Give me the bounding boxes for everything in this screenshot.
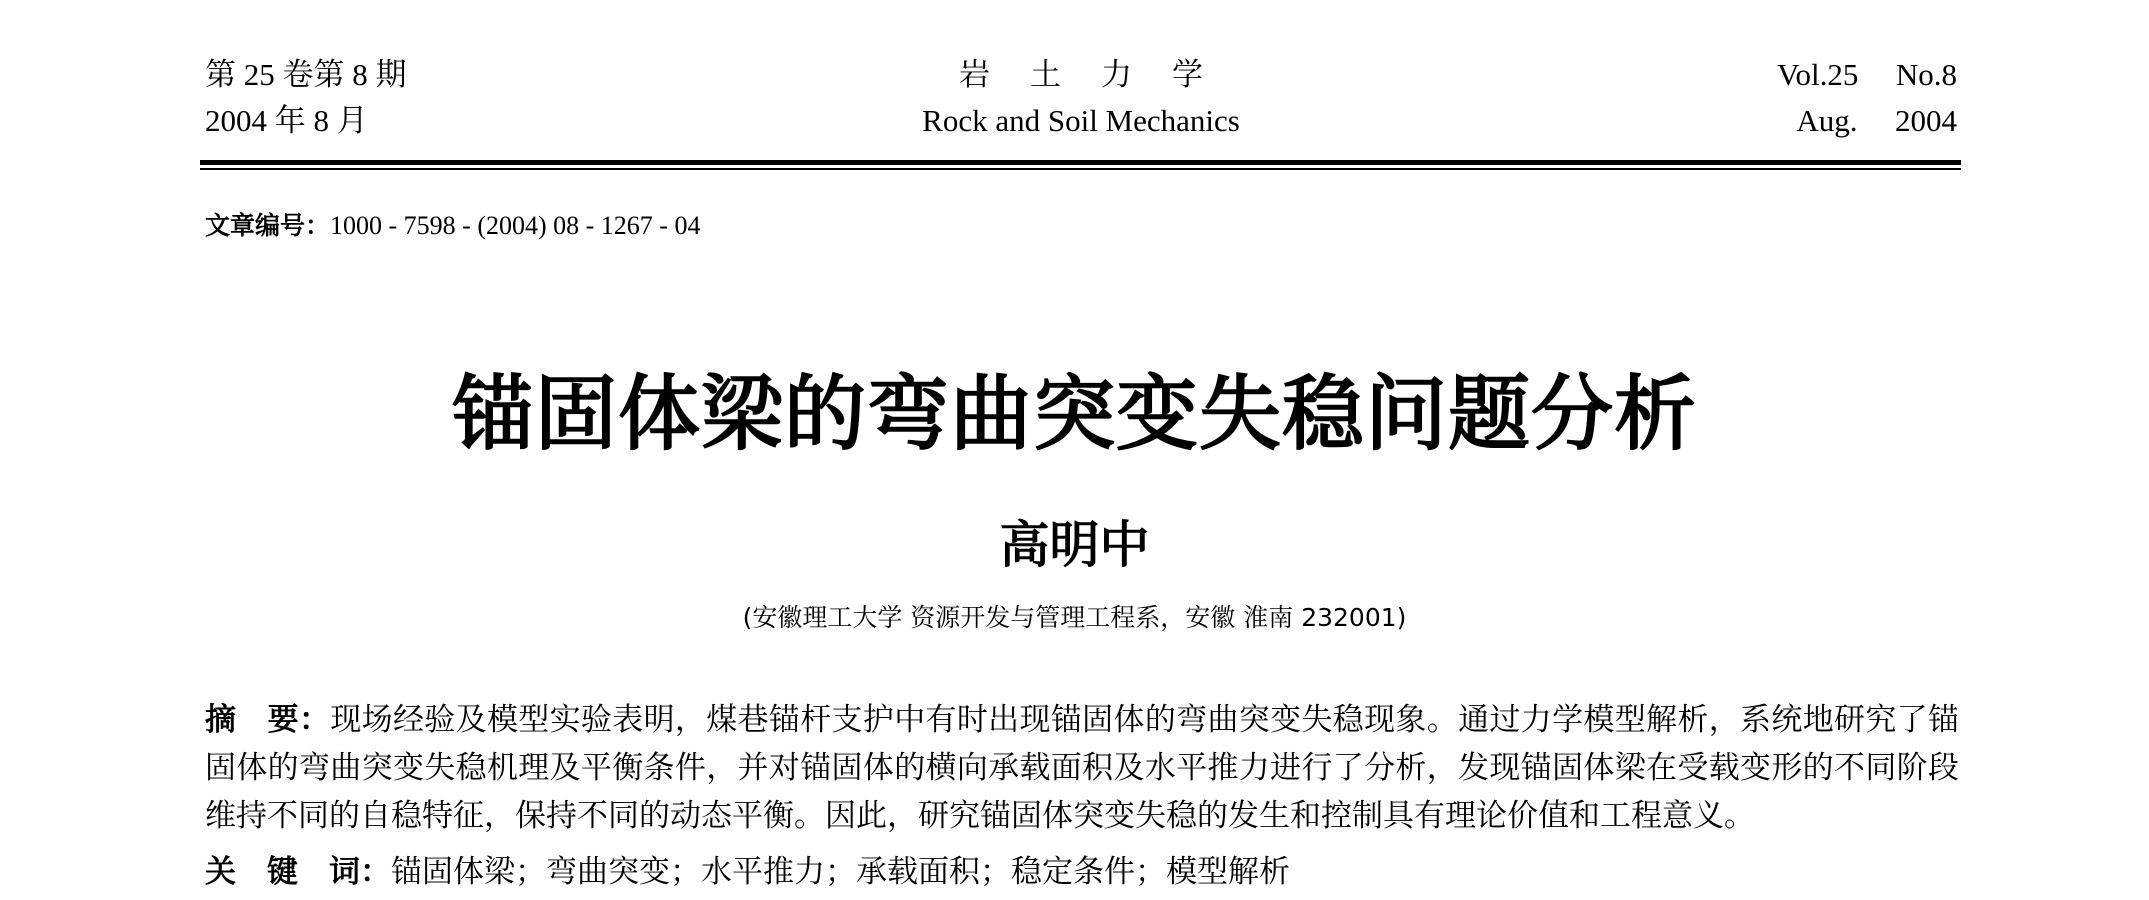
paper-author: 高明中 xyxy=(999,516,1150,574)
paper-title: 锚固体梁的弯曲突变失稳问题分析 xyxy=(451,367,1697,462)
journal-name xyxy=(205,52,1957,144)
keywords-label: 关 键 词： xyxy=(205,854,391,890)
keywords-text: 锚固体梁；弯曲突变；水平推力；承载面积；稳定条件；模型解析 xyxy=(391,854,1290,890)
article-number xyxy=(205,208,700,244)
issue-date: 2004 年 8 月 xyxy=(205,103,368,138)
abstract xyxy=(205,696,1959,840)
abstract-label: 摘 要： xyxy=(205,702,331,738)
journal-header xyxy=(205,52,1957,144)
journal-name-en: Rock and Soil Mechanics xyxy=(922,103,1240,138)
issue-volume: 第 25 卷第 8 期 xyxy=(205,57,407,92)
header-rule-thin xyxy=(200,168,1961,170)
abstract-text: 现场经验及模型实验表明，煤巷锚杆支护中有时出现锚固体的弯曲突变失稳现象。通过力学模型解析，系统地研究了锚固体的弯曲突变失稳机理及平衡条件，并对锚固体的横向承载面积及水平推力进行了分析，发现锚固体梁在受载变形的不同阶段维持不同的自稳特征，保持不同的动态平衡。因此，研究锚固体突变失稳的发生和控制具有理论价值和工程意义。 xyxy=(205,702,1959,834)
author-affiliation: (安徽理工大学 资源开发与管理工程系，安徽 淮南 232001) xyxy=(742,603,1407,632)
year-en: 2004 xyxy=(1895,103,1957,138)
article-number-value: 1000 - 7598 - (2004) 08 - 1267 - 04 xyxy=(330,211,701,240)
keywords xyxy=(205,848,1959,896)
journal-name-cn: 岩土力学 xyxy=(959,57,1243,93)
header-rule-thick xyxy=(200,160,1961,165)
volume-en: Vol.25 xyxy=(1777,57,1859,92)
month-en: Aug. xyxy=(1796,103,1858,138)
article-number-label: 文章编号： xyxy=(205,211,331,240)
issue-info-en xyxy=(1777,52,1957,144)
number-en: No.8 xyxy=(1895,57,1957,92)
